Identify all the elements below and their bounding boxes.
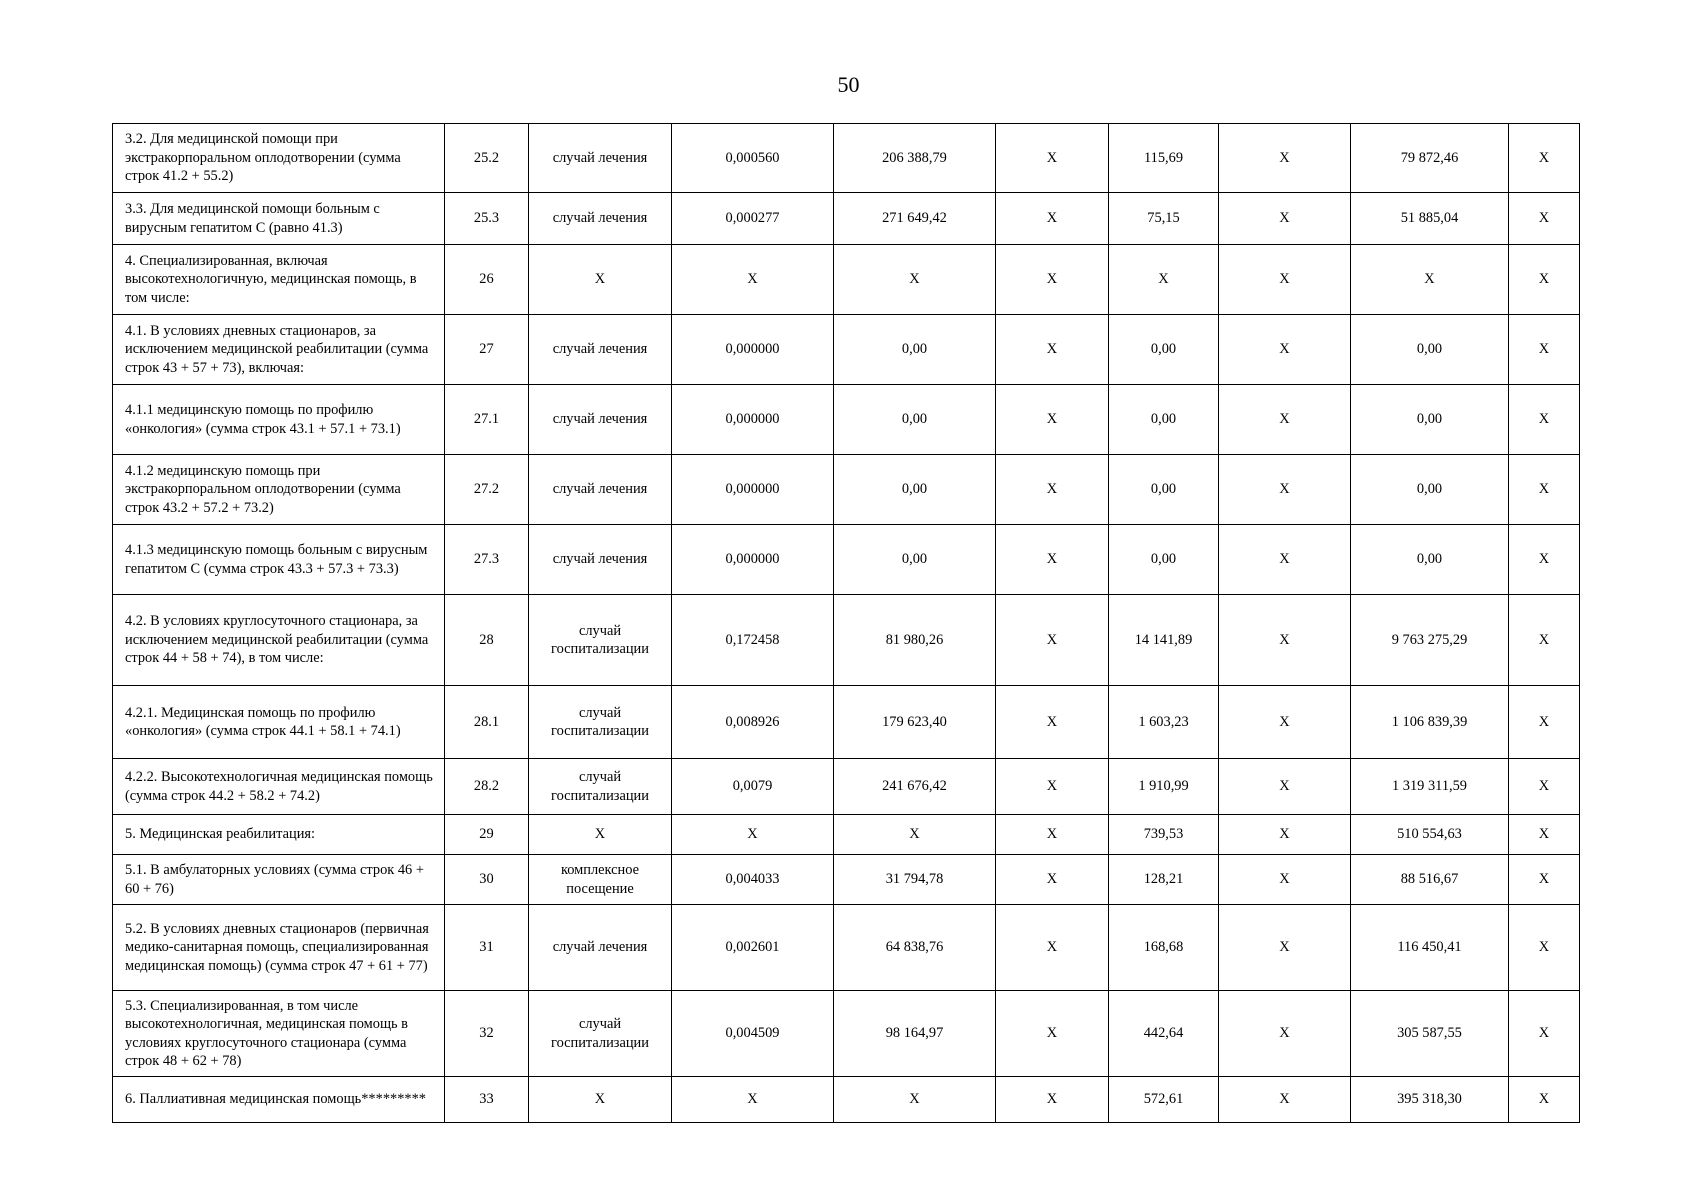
row-line-number: 30 xyxy=(445,855,529,905)
row-total-cost: 0,00 xyxy=(1351,525,1509,595)
row-per-capita: 115,69 xyxy=(1109,124,1219,193)
row-total-cost: 79 872,46 xyxy=(1351,124,1509,193)
row-cost-norm: 81 980,26 xyxy=(834,595,996,686)
table-row xyxy=(113,815,1580,855)
table-row xyxy=(113,315,1580,385)
table-row xyxy=(113,385,1580,455)
row-col6: X xyxy=(996,686,1109,759)
row-label: 5. Медицинская реабилитация: xyxy=(113,815,445,855)
row-col6: X xyxy=(996,525,1109,595)
row-per-capita: 572,61 xyxy=(1109,1077,1219,1123)
row-per-capita: 0,00 xyxy=(1109,385,1219,455)
row-total-cost: 510 554,63 xyxy=(1351,815,1509,855)
row-per-capita: 442,64 xyxy=(1109,991,1219,1077)
table-row xyxy=(113,1077,1580,1123)
row-line-number: 31 xyxy=(445,905,529,991)
row-volume-norm: 0,004509 xyxy=(672,991,834,1077)
row-col10: X xyxy=(1509,193,1580,245)
row-volume-norm: 0,000000 xyxy=(672,315,834,385)
row-cost-norm: 0,00 xyxy=(834,315,996,385)
row-col6: X xyxy=(996,759,1109,815)
row-total-cost: 0,00 xyxy=(1351,385,1509,455)
table-row xyxy=(113,855,1580,905)
row-label: 3.2. Для медицинской помощи при экстракорпоральном оплодотворении (сумма строк 41.2 + 55.2) xyxy=(113,124,445,193)
row-total-cost: 51 885,04 xyxy=(1351,193,1509,245)
row-line-number: 27.1 xyxy=(445,385,529,455)
row-line-number: 25.3 xyxy=(445,193,529,245)
row-col8: X xyxy=(1219,385,1351,455)
row-col6: X xyxy=(996,1077,1109,1123)
row-col6: X xyxy=(996,455,1109,525)
row-cost-norm: 179 623,40 xyxy=(834,686,996,759)
row-col6: X xyxy=(996,595,1109,686)
row-total-cost: 395 318,30 xyxy=(1351,1077,1509,1123)
row-per-capita: 0,00 xyxy=(1109,315,1219,385)
row-col8: X xyxy=(1219,245,1351,315)
row-line-number: 25.2 xyxy=(445,124,529,193)
row-col10: X xyxy=(1509,686,1580,759)
row-per-capita: 0,00 xyxy=(1109,455,1219,525)
row-col10: X xyxy=(1509,815,1580,855)
row-unit: случай лечения xyxy=(529,315,672,385)
row-line-number: 27 xyxy=(445,315,529,385)
row-cost-norm: 0,00 xyxy=(834,525,996,595)
row-volume-norm: 0,000000 xyxy=(672,455,834,525)
row-volume-norm: 0,008926 xyxy=(672,686,834,759)
row-per-capita: X xyxy=(1109,245,1219,315)
row-col10: X xyxy=(1509,124,1580,193)
row-volume-norm: X xyxy=(672,815,834,855)
row-col10: X xyxy=(1509,595,1580,686)
table-row xyxy=(113,759,1580,815)
row-col10: X xyxy=(1509,315,1580,385)
row-col6: X xyxy=(996,855,1109,905)
row-label: 5.3. Специализированная, в том числе высокотехнологичная, медицинская помощь в условиях круглосуточного стационара (сумма строк 48 + 62 + 78) xyxy=(113,991,445,1077)
row-line-number: 33 xyxy=(445,1077,529,1123)
row-cost-norm: 64 838,76 xyxy=(834,905,996,991)
table-row xyxy=(113,455,1580,525)
row-col6: X xyxy=(996,245,1109,315)
row-cost-norm: X xyxy=(834,1077,996,1123)
row-unit: случай лечения xyxy=(529,525,672,595)
row-volume-norm: 0,172458 xyxy=(672,595,834,686)
row-volume-norm: 0,002601 xyxy=(672,905,834,991)
row-total-cost: 1 319 311,59 xyxy=(1351,759,1509,815)
row-unit: случай лечения xyxy=(529,385,672,455)
page-number: 50 xyxy=(837,72,860,97)
row-col8: X xyxy=(1219,193,1351,245)
row-line-number: 27.2 xyxy=(445,455,529,525)
row-per-capita: 75,15 xyxy=(1109,193,1219,245)
row-volume-norm: 0,000560 xyxy=(672,124,834,193)
row-cost-norm: 271 649,42 xyxy=(834,193,996,245)
row-total-cost: 116 450,41 xyxy=(1351,905,1509,991)
row-label: 4.2.1. Медицинская помощь по профилю «онкология» (сумма строк 44.1 + 58.1 + 74.1) xyxy=(113,686,445,759)
row-col6: X xyxy=(996,124,1109,193)
financing-table xyxy=(112,123,1580,1123)
row-unit: случай лечения xyxy=(529,193,672,245)
row-col10: X xyxy=(1509,759,1580,815)
row-col8: X xyxy=(1219,759,1351,815)
row-line-number: 29 xyxy=(445,815,529,855)
row-col6: X xyxy=(996,385,1109,455)
table-row xyxy=(113,525,1580,595)
row-col10: X xyxy=(1509,245,1580,315)
row-line-number: 28.2 xyxy=(445,759,529,815)
row-label: 4.1. В условиях дневных стационаров, за исключением медицинской реабилитации (сумма строк 43 + 57 + 73), включая: xyxy=(113,315,445,385)
row-col8: X xyxy=(1219,815,1351,855)
row-cost-norm: 98 164,97 xyxy=(834,991,996,1077)
row-cost-norm: 241 676,42 xyxy=(834,759,996,815)
row-line-number: 32 xyxy=(445,991,529,1077)
table-row xyxy=(113,905,1580,991)
row-cost-norm: 0,00 xyxy=(834,455,996,525)
row-unit: X xyxy=(529,1077,672,1123)
row-per-capita: 168,68 xyxy=(1109,905,1219,991)
row-col10: X xyxy=(1509,525,1580,595)
row-col8: X xyxy=(1219,686,1351,759)
row-col10: X xyxy=(1509,905,1580,991)
row-total-cost: 305 587,55 xyxy=(1351,991,1509,1077)
row-per-capita: 1 910,99 xyxy=(1109,759,1219,815)
row-unit: случай лечения xyxy=(529,905,672,991)
row-unit: случай госпитализации xyxy=(529,595,672,686)
row-total-cost: 0,00 xyxy=(1351,455,1509,525)
row-col8: X xyxy=(1219,455,1351,525)
row-unit: случай госпитализации xyxy=(529,686,672,759)
row-col8: X xyxy=(1219,124,1351,193)
row-total-cost: X xyxy=(1351,245,1509,315)
row-line-number: 28.1 xyxy=(445,686,529,759)
row-volume-norm: X xyxy=(672,245,834,315)
row-volume-norm: 0,000277 xyxy=(672,193,834,245)
row-col8: X xyxy=(1219,315,1351,385)
row-total-cost: 88 516,67 xyxy=(1351,855,1509,905)
row-volume-norm: 0,0079 xyxy=(672,759,834,815)
row-total-cost: 9 763 275,29 xyxy=(1351,595,1509,686)
row-line-number: 27.3 xyxy=(445,525,529,595)
table-row xyxy=(113,991,1580,1077)
row-label: 6. Паллиативная медицинская помощь********* xyxy=(113,1077,445,1123)
row-label: 3.3. Для медицинской помощи больным с вирусным гепатитом С (равно 41.3) xyxy=(113,193,445,245)
row-label: 4.1.1 медицинскую помощь по профилю «онкология» (сумма строк 43.1 + 57.1 + 73.1) xyxy=(113,385,445,455)
row-cost-norm: 31 794,78 xyxy=(834,855,996,905)
row-unit: случай госпитализации xyxy=(529,759,672,815)
row-line-number: 26 xyxy=(445,245,529,315)
row-total-cost: 1 106 839,39 xyxy=(1351,686,1509,759)
row-col10: X xyxy=(1509,385,1580,455)
row-volume-norm: 0,004033 xyxy=(672,855,834,905)
row-col10: X xyxy=(1509,991,1580,1077)
row-per-capita: 14 141,89 xyxy=(1109,595,1219,686)
row-unit: случай госпитализации xyxy=(529,991,672,1077)
row-unit: X xyxy=(529,815,672,855)
table-body xyxy=(113,124,1580,1123)
table-row xyxy=(113,193,1580,245)
row-per-capita: 739,53 xyxy=(1109,815,1219,855)
row-col8: X xyxy=(1219,991,1351,1077)
row-col6: X xyxy=(996,193,1109,245)
row-cost-norm: 206 388,79 xyxy=(834,124,996,193)
table-row xyxy=(113,595,1580,686)
row-col8: X xyxy=(1219,525,1351,595)
row-label: 4.1.2 медицинскую помощь при экстракорпоральном оплодотворении (сумма строк 43.2 + 57.2 + 73.2) xyxy=(113,455,445,525)
table-row xyxy=(113,245,1580,315)
table-row xyxy=(113,124,1580,193)
row-col6: X xyxy=(996,905,1109,991)
row-col8: X xyxy=(1219,855,1351,905)
row-col6: X xyxy=(996,315,1109,385)
row-col6: X xyxy=(996,991,1109,1077)
row-volume-norm: 0,000000 xyxy=(672,525,834,595)
row-label: 4.2.2. Высокотехнологичная медицинская помощь (сумма строк 44.2 + 58.2 + 74.2) xyxy=(113,759,445,815)
row-label: 5.2. В условиях дневных стационаров (первичная медико-санитарная помощь, специализированная медицинская помощь) (сумма строк 47 + 61 + 77) xyxy=(113,905,445,991)
row-unit: X xyxy=(529,245,672,315)
row-per-capita: 128,21 xyxy=(1109,855,1219,905)
row-col10: X xyxy=(1509,455,1580,525)
row-col10: X xyxy=(1509,855,1580,905)
row-unit: комплексное посещение xyxy=(529,855,672,905)
row-volume-norm: 0,000000 xyxy=(672,385,834,455)
row-label: 4. Специализированная, включая высокотехнологичную, медицинская помощь, в том числе: xyxy=(113,245,445,315)
row-col10: X xyxy=(1509,1077,1580,1123)
row-per-capita: 0,00 xyxy=(1109,525,1219,595)
row-cost-norm: X xyxy=(834,815,996,855)
row-per-capita: 1 603,23 xyxy=(1109,686,1219,759)
row-col8: X xyxy=(1219,595,1351,686)
row-total-cost: 0,00 xyxy=(1351,315,1509,385)
row-volume-norm: X xyxy=(672,1077,834,1123)
row-col6: X xyxy=(996,815,1109,855)
row-unit: случай лечения xyxy=(529,455,672,525)
row-line-number: 28 xyxy=(445,595,529,686)
row-col8: X xyxy=(1219,1077,1351,1123)
table-row xyxy=(113,686,1580,759)
row-col8: X xyxy=(1219,905,1351,991)
row-cost-norm: X xyxy=(834,245,996,315)
row-cost-norm: 0,00 xyxy=(834,385,996,455)
row-unit: случай лечения xyxy=(529,124,672,193)
row-label: 4.1.3 медицинскую помощь больным с вирусным гепатитом С (сумма строк 43.3 + 57.3 + 73.3) xyxy=(113,525,445,595)
row-label: 5.1. В амбулаторных условиях (сумма строк 46 + 60 + 76) xyxy=(113,855,445,905)
row-label: 4.2. В условиях круглосуточного стационара, за исключением медицинской реабилитации (сумма строк 44 + 58 + 74), в том числе: xyxy=(113,595,445,686)
